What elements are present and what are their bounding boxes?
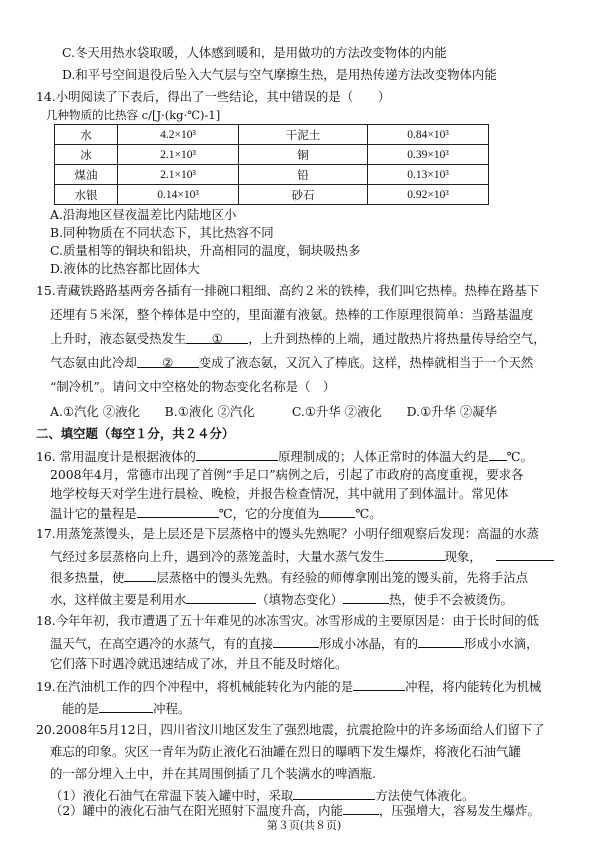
q19-text: 冲程。	[153, 701, 191, 716]
q17-line-2	[50, 548, 554, 565]
q16-blank-division[interactable]	[319, 505, 355, 518]
q17-text: 气经过多层蒸格向上升，遇到冷的蒸笼盖时，大量水蒸气发生	[50, 549, 385, 564]
q18-text: 形成小水滴，	[464, 636, 539, 651]
table-cell: 0.92×10³	[368, 185, 489, 205]
q19-line-2	[62, 700, 190, 717]
table-cell: 4.2×10³	[118, 125, 239, 145]
q15-line-1: 15.青藏铁路路基两旁各插有一排碗口粗细、高约２米的铁棒，我们叫它热棒。热棒在路基下	[36, 283, 539, 298]
q20-text: 方法使气体液化。	[375, 788, 475, 803]
table-cell: 2.1×10³	[118, 145, 239, 165]
q20-text: （2）罐中的液化石油气在阳光照射下温度升高，内能	[50, 803, 343, 818]
q16-line-1	[36, 448, 533, 465]
q13-option-d: D.和平号空间退役后坠入大气层与空气摩擦生热，是用热传递方法改变物体内能	[62, 67, 497, 82]
table-cell: 砂石	[239, 185, 368, 205]
q17-text: 热，使手不会被烫伤。	[389, 592, 513, 607]
q16-blank-body-temp[interactable]	[489, 448, 507, 461]
q20-line-1: 20.2008年5月12日，四川省汶川地区发生了强烈地震，抗震抢险中的许多场面给人们留下了	[36, 722, 545, 737]
q18-blank-other[interactable]	[418, 635, 464, 648]
q14-option-c: C.质量相等的铜块和铅块，升高相同的温度，铜块吸热多	[50, 243, 361, 258]
table-cell: 铜	[239, 145, 368, 165]
q14-option-b: B.同种物质在不同状态下，其比热容不同	[50, 225, 274, 240]
q15-line-3-text-a: 上升时，液态氨受热发生	[50, 331, 187, 346]
q19-line-1	[36, 678, 541, 695]
table-cell: 煤油	[55, 165, 118, 185]
table-cell: 水银	[55, 185, 118, 205]
q15-line-4	[50, 355, 533, 371]
q19-text: 19.在汽油机工作的四个冲程中，将机械能转化为内能的是	[36, 679, 354, 694]
q18-line-3: 它们落下时遇冷就迅速结成了冰，并且不能及时熔化。	[50, 656, 348, 671]
q15-options: A.①汽化 ②液化 B.①液化 ②汽化 C.①升华 ②液化 D.①升华 ②凝华	[50, 404, 498, 419]
q19-text: 冲程，将内能转化为机械	[405, 679, 542, 694]
q15-blank-1[interactable]: ①	[186, 331, 248, 344]
q16-line-4	[50, 505, 382, 522]
q17-line-1: 17.用蒸笼蒸馒头，是上层还是下层蒸格中的馒头先熟呢？小明仔细观察后发现：高温的水蒸	[36, 526, 539, 541]
table-row	[55, 165, 489, 185]
q17-blank-state-change[interactable]	[186, 591, 256, 604]
q14-option-a: A.沿海地区昼夜温差比内陆地区小	[50, 207, 237, 222]
table-cell: 干泥土	[239, 125, 368, 145]
table-cell: 0.84×10³	[368, 125, 489, 145]
table-cell: 铅	[239, 165, 368, 185]
q17-blank-heat[interactable]	[496, 548, 554, 561]
specific-heat-table-caption: 几种物质的比热容 c/[J·(kg·℃)-1]	[46, 108, 221, 122]
q18-line-1: 18.今年年初，我市遭遇了五十年难见的冰冻雪灾。冰雪形成的主要原因是：由于长时间的低	[36, 613, 539, 628]
table-cell: 0.14×10³	[118, 185, 239, 205]
q20-line-2: 难忘的印象。灾区一青年为防止液化石油罐在烈日的曝晒下发生爆炸，将液化石油气罐	[50, 744, 521, 759]
q19-blank-power[interactable]	[99, 700, 153, 713]
q13-option-c: C.冬天用热水袋取暖，人体感到暖和，是用做功的方法改变物体的内能	[62, 45, 447, 60]
table-cell: 冰	[55, 145, 118, 165]
q15-blank-2[interactable]: ②	[137, 355, 199, 368]
q16-blank-principle[interactable]	[196, 448, 278, 461]
q17-line-3	[50, 569, 528, 586]
table-cell: 0.13×10³	[368, 165, 489, 185]
q20-text: ，压强增大，容易发生爆炸。	[378, 803, 540, 818]
q14-stem: 14.小明阅读了下表后，得出了一些结论，其中错误的是（ ）	[36, 89, 391, 104]
q15-line-4-text-b: 变成了液态氨，又沉入了棒底。这样，热棒就相当于一个天然	[198, 355, 534, 370]
table-row	[55, 125, 489, 145]
q17-blank-layer[interactable]	[124, 569, 156, 582]
table-row	[55, 185, 489, 205]
q19-text: 能的是	[62, 701, 100, 716]
table-cell: 2.1×10³	[118, 165, 239, 185]
q16-text: 原理制成的；人体正常时的体温大约是	[277, 449, 489, 464]
q14-option-d: D.液体的比热容都比固体大	[50, 261, 200, 276]
q20-blank-internal-energy[interactable]	[343, 802, 379, 815]
q16-text: ℃，它的分度值为	[218, 506, 320, 521]
q17-text: 现象，	[444, 549, 482, 564]
q16-blank-range[interactable]	[137, 505, 219, 518]
q16-text: ℃。	[506, 449, 533, 464]
table-cell: 0.39×10³	[368, 145, 489, 165]
q15-line-4-text-a: 气态氨由此冷却	[50, 355, 137, 370]
q17-text: 很多热量，使	[50, 570, 125, 585]
q16-line-3: 地学校每天对学生进行晨检、晚检，并报告检查情况，其中就用了到体温计。常见体	[50, 486, 509, 501]
table-row	[55, 145, 489, 165]
q17-blank-phenomenon[interactable]	[385, 548, 445, 561]
q17-text: 层蒸格中的馒头先熟。有经验的师傅拿刚出笼的馒头前，先将手沾点	[156, 570, 529, 585]
q18-line-2	[50, 635, 539, 652]
q18-blank-direct[interactable]	[273, 635, 319, 648]
q20-blank-method[interactable]	[293, 787, 375, 800]
q16-text: ℃。	[355, 506, 382, 521]
q17-line-4	[50, 591, 513, 608]
q17-blank-absorb[interactable]	[343, 591, 389, 604]
q16-text: 温计它的量程是	[50, 506, 137, 521]
page-footer: 第３页(共８页)	[266, 819, 342, 832]
q15-line-2: 还埋有５米深，整个棒体是中空的，里面灌有液氨。热棒的工作原理很简单：当路基温度	[50, 307, 534, 322]
q15-line-5: “制冷机”。请问文中空格处的物态变化名称是（ ）	[50, 379, 336, 394]
q19-blank-compression[interactable]	[353, 678, 405, 691]
q18-text: 温天气，在高空遇冷的水蒸气，有的直接	[50, 636, 274, 651]
q16-line-2: 2008年4月，常德市出现了首例“手足口”病例之后，引起了市政府的高度重视，要求各	[50, 467, 524, 482]
q17-text: 水，这样做主要是利用水	[50, 592, 187, 607]
table-cell: 水	[55, 125, 118, 145]
q18-text: 形成小冰晶，有的	[319, 636, 419, 651]
q20-text: （1）液化石油气在常温下装入罐中时，采取	[50, 788, 294, 803]
specific-heat-table	[54, 124, 489, 205]
q17-text: （填物态变化）	[256, 592, 344, 607]
q20-line-3: 的一部分埋入土中，并在其周围倒插了几个装满水的啤酒瓶.	[50, 766, 377, 781]
q16-text: 16. 常用温度计是根据液体的	[36, 449, 196, 464]
section-title: 二、填空题（每空１分，共２４分）	[36, 426, 235, 441]
q15-line-3	[50, 331, 546, 347]
q15-line-3-text-b: ，上升到热棒的上端，通过散热片将热量传导给空气，	[248, 331, 546, 346]
